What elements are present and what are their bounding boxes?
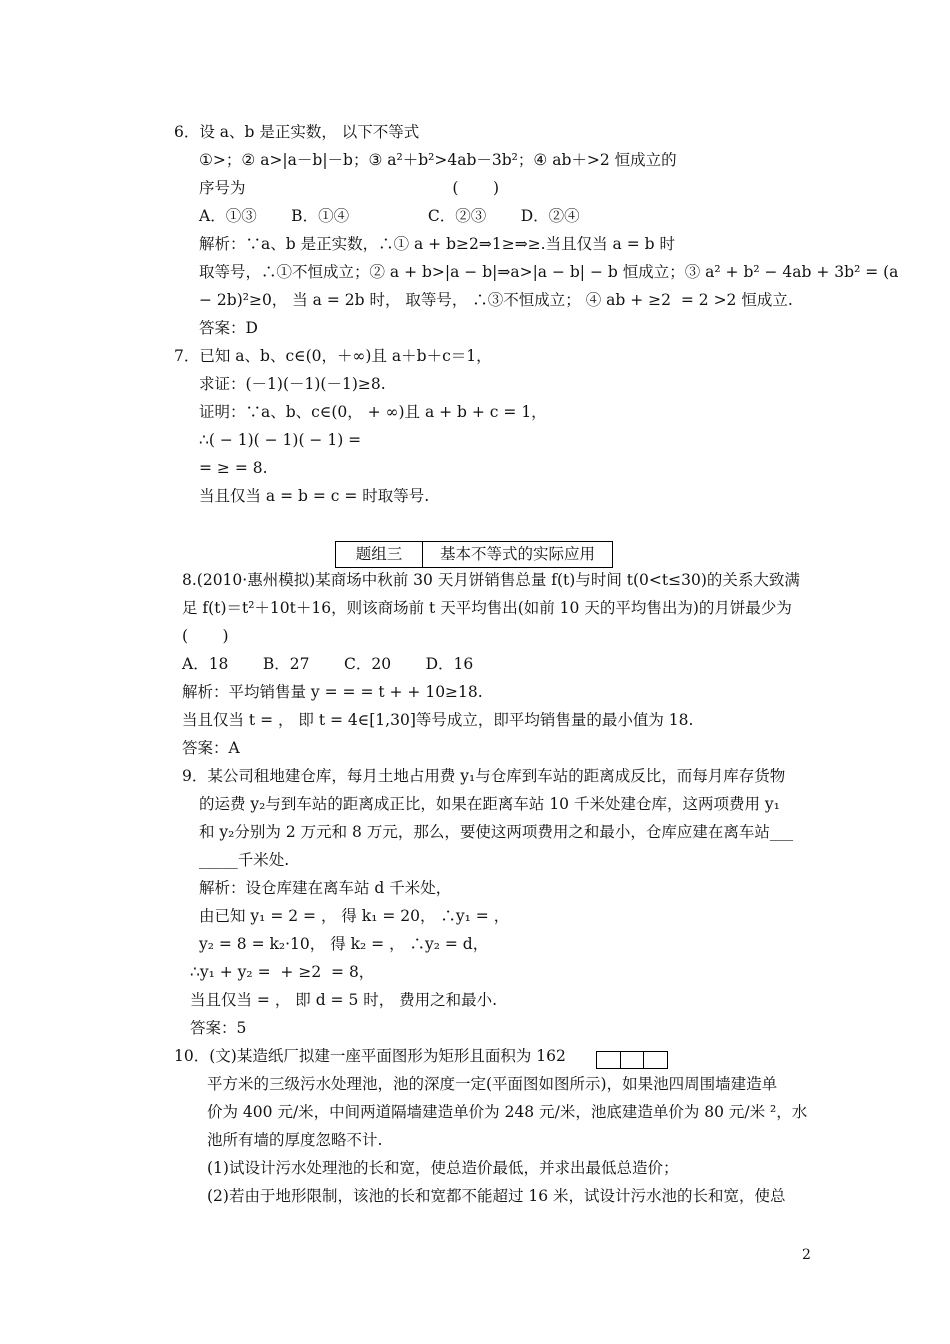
- text-line: [182, 681, 483, 703]
- text-line: [207, 1101, 807, 1123]
- text-line-content: 当且仅当 a = b = c = 时取等号.: [199, 487, 430, 505]
- text-line: [199, 905, 509, 927]
- text-line-content: 当且仅当 = ， 即 d = 5 时， 费用之和最小.: [190, 991, 498, 1009]
- text-line: [199, 149, 677, 171]
- pool-cell: [621, 1052, 645, 1068]
- text-line-content: ∴( − 1)( − 1)( − 1) =: [199, 431, 362, 449]
- text-line: [182, 709, 693, 731]
- text-line-content: A．①③ B．①④ C．②③ D．②④: [199, 207, 580, 225]
- text-line: [207, 1185, 786, 1207]
- text-line: [207, 1073, 777, 1095]
- text-line: [199, 849, 289, 871]
- text-line-content: ∴y₁ + y₂ = + ≥2 = 8，: [190, 963, 375, 981]
- text-line-content: 10．(文)某造纸厂拟建一座平面图形为矩形且面积为 162: [174, 1047, 566, 1065]
- text-line-content: 求证：(－1)(－1)(－1)≥8.: [199, 375, 386, 393]
- text-line: [182, 653, 473, 675]
- text-line: [174, 345, 492, 367]
- text-line: [199, 485, 429, 507]
- text-line-content: ①>；② a>|a－b|－b；③ a²＋b²>4ab－3b²；④ ab＋>2 恒成立的: [199, 151, 677, 169]
- text-line-content: 平方米的三级污水处理池，池的深度一定(平面图如图所示)，如果池四周围墙建造单: [207, 1075, 778, 1093]
- text-line: [199, 317, 258, 339]
- pool-cell: [597, 1052, 621, 1068]
- text-line-content: 池所有墙的厚度忽略不计.: [207, 1131, 383, 1149]
- text-line: [199, 821, 793, 843]
- text-line: [182, 569, 800, 591]
- text-line-content: 解析：∵a、b 是正实数，∴① a + b≥2⇒1≥⇒≥.当且仅当 a = b 时: [199, 235, 675, 253]
- text-line: [199, 289, 793, 311]
- text-line: [199, 401, 547, 423]
- text-line-content: 6．设 a、b 是正实数， 以下不等式: [174, 123, 420, 141]
- text-line-content: 序号为 ( ): [199, 179, 500, 197]
- text-line: [199, 177, 499, 199]
- text-line: [199, 261, 898, 283]
- text-line-content: (1)试设计污水处理池的长和宽，使总造价最低，并求出最低总造价；: [207, 1159, 679, 1177]
- text-line-content: 答案：5: [190, 1019, 247, 1037]
- text-line-content: = ≥ = 8.: [199, 459, 268, 477]
- text-line: [199, 429, 361, 451]
- text-line: [182, 625, 229, 647]
- text-line: [199, 205, 580, 227]
- text-line: [199, 933, 488, 955]
- pool-floor-plan-figure: [596, 1051, 668, 1069]
- text-line-content: _____千米处.: [199, 851, 290, 869]
- text-line-content: 9．某公司租地建仓库，每月土地占用费 y₁与仓库到车站的距离成反比，而每月库存货物: [182, 767, 786, 785]
- text-line-content: 7．已知 a、b、c∈(0，＋∞)且 a＋b＋c＝1，: [174, 347, 492, 365]
- text-line-content: − 2b)²≥0， 当 a = 2b 时， 取等号， ∴③不恒成立； ④ ab + ≥2 = 2 >2 恒成立.: [199, 291, 793, 309]
- text-line: [182, 597, 792, 619]
- section-header-table: [335, 541, 613, 568]
- text-line: [190, 1017, 246, 1039]
- text-line: [207, 1129, 382, 1151]
- text-line: [199, 877, 451, 899]
- text-line: [182, 765, 785, 787]
- text-line: [182, 737, 240, 759]
- text-line: [199, 457, 268, 479]
- page-number: 2: [802, 1247, 811, 1263]
- text-line: [199, 793, 780, 815]
- text-line: [199, 233, 675, 255]
- text-line-content: (2)若由于地形限制，该池的长和宽都不能超过 16 米，试设计污水池的长和宽，使总: [207, 1187, 786, 1205]
- text-line: [207, 1157, 678, 1179]
- text-line-content: y₂ = 8 = k₂·10， 得 k₂ = ， ∴y₂ = d，: [199, 935, 489, 953]
- section-title: 基本不等式的实际应用: [439, 545, 595, 563]
- text-line-content: 答案：D: [199, 319, 258, 337]
- text-line-content: A．18 B．27 C．20 D．16: [182, 655, 474, 673]
- text-line-content: 价为 400 元/米，中间两道隔墙建造单价为 248 元/米，池底建造单价为 80 元/米 ²，水: [207, 1103, 808, 1121]
- text-line-content: 的运费 y₂与到车站的距离成正比，如果在距离车站 10 千米处建仓库，这两项费用 y₁: [199, 795, 780, 813]
- text-line: [190, 989, 497, 1011]
- text-line-content: 证明：∵a、b、c∈(0， + ∞)且 a + b + c = 1，: [199, 403, 547, 421]
- pool-cell: [644, 1052, 667, 1068]
- text-line-content: 8.(2010·惠州模拟)某商场中秋前 30 天月饼销售总量 f(t)与时间 t(0<t≤30)的关系大致满: [182, 571, 800, 589]
- section-label: 题组三: [336, 542, 423, 567]
- text-line-content: 由已知 y₁ = 2 = ， 得 k₁ = 20， ∴y₁ = ，: [199, 907, 510, 925]
- text-line: [174, 121, 419, 143]
- text-line: [199, 373, 386, 395]
- text-line-content: 当且仅当 t = ， 即 t = 4∈[1,30]等号成立，即平均销售量的最小值为 18.: [182, 711, 694, 729]
- text-line-content: 足 f(t)＝t²＋10t＋16，则该商场前 t 天平均售出(如前 10 天的平均售出为)的月饼最少为: [182, 599, 792, 617]
- text-line-content: 和 y₂分别为 2 万元和 8 万元，那么，要使这两项费用之和最小，仓库应建在离车站___: [199, 823, 794, 841]
- text-line-content: 答案：A: [182, 739, 240, 757]
- text-line-content: ( ): [182, 627, 229, 645]
- text-line-content: 解析：平均销售量 y = = = t + + 10≥18.: [182, 683, 483, 701]
- text-line-content: 取等号，∴①不恒成立；② a + b>|a − b|⇒a>|a − b| − b 恒成立；③ a² + b² − 4ab + 3b² = (a: [199, 263, 899, 281]
- text-line: [190, 961, 374, 983]
- text-line-content: 解析：设仓库建在离车站 d 千米处，: [199, 879, 452, 897]
- text-line: [174, 1045, 566, 1067]
